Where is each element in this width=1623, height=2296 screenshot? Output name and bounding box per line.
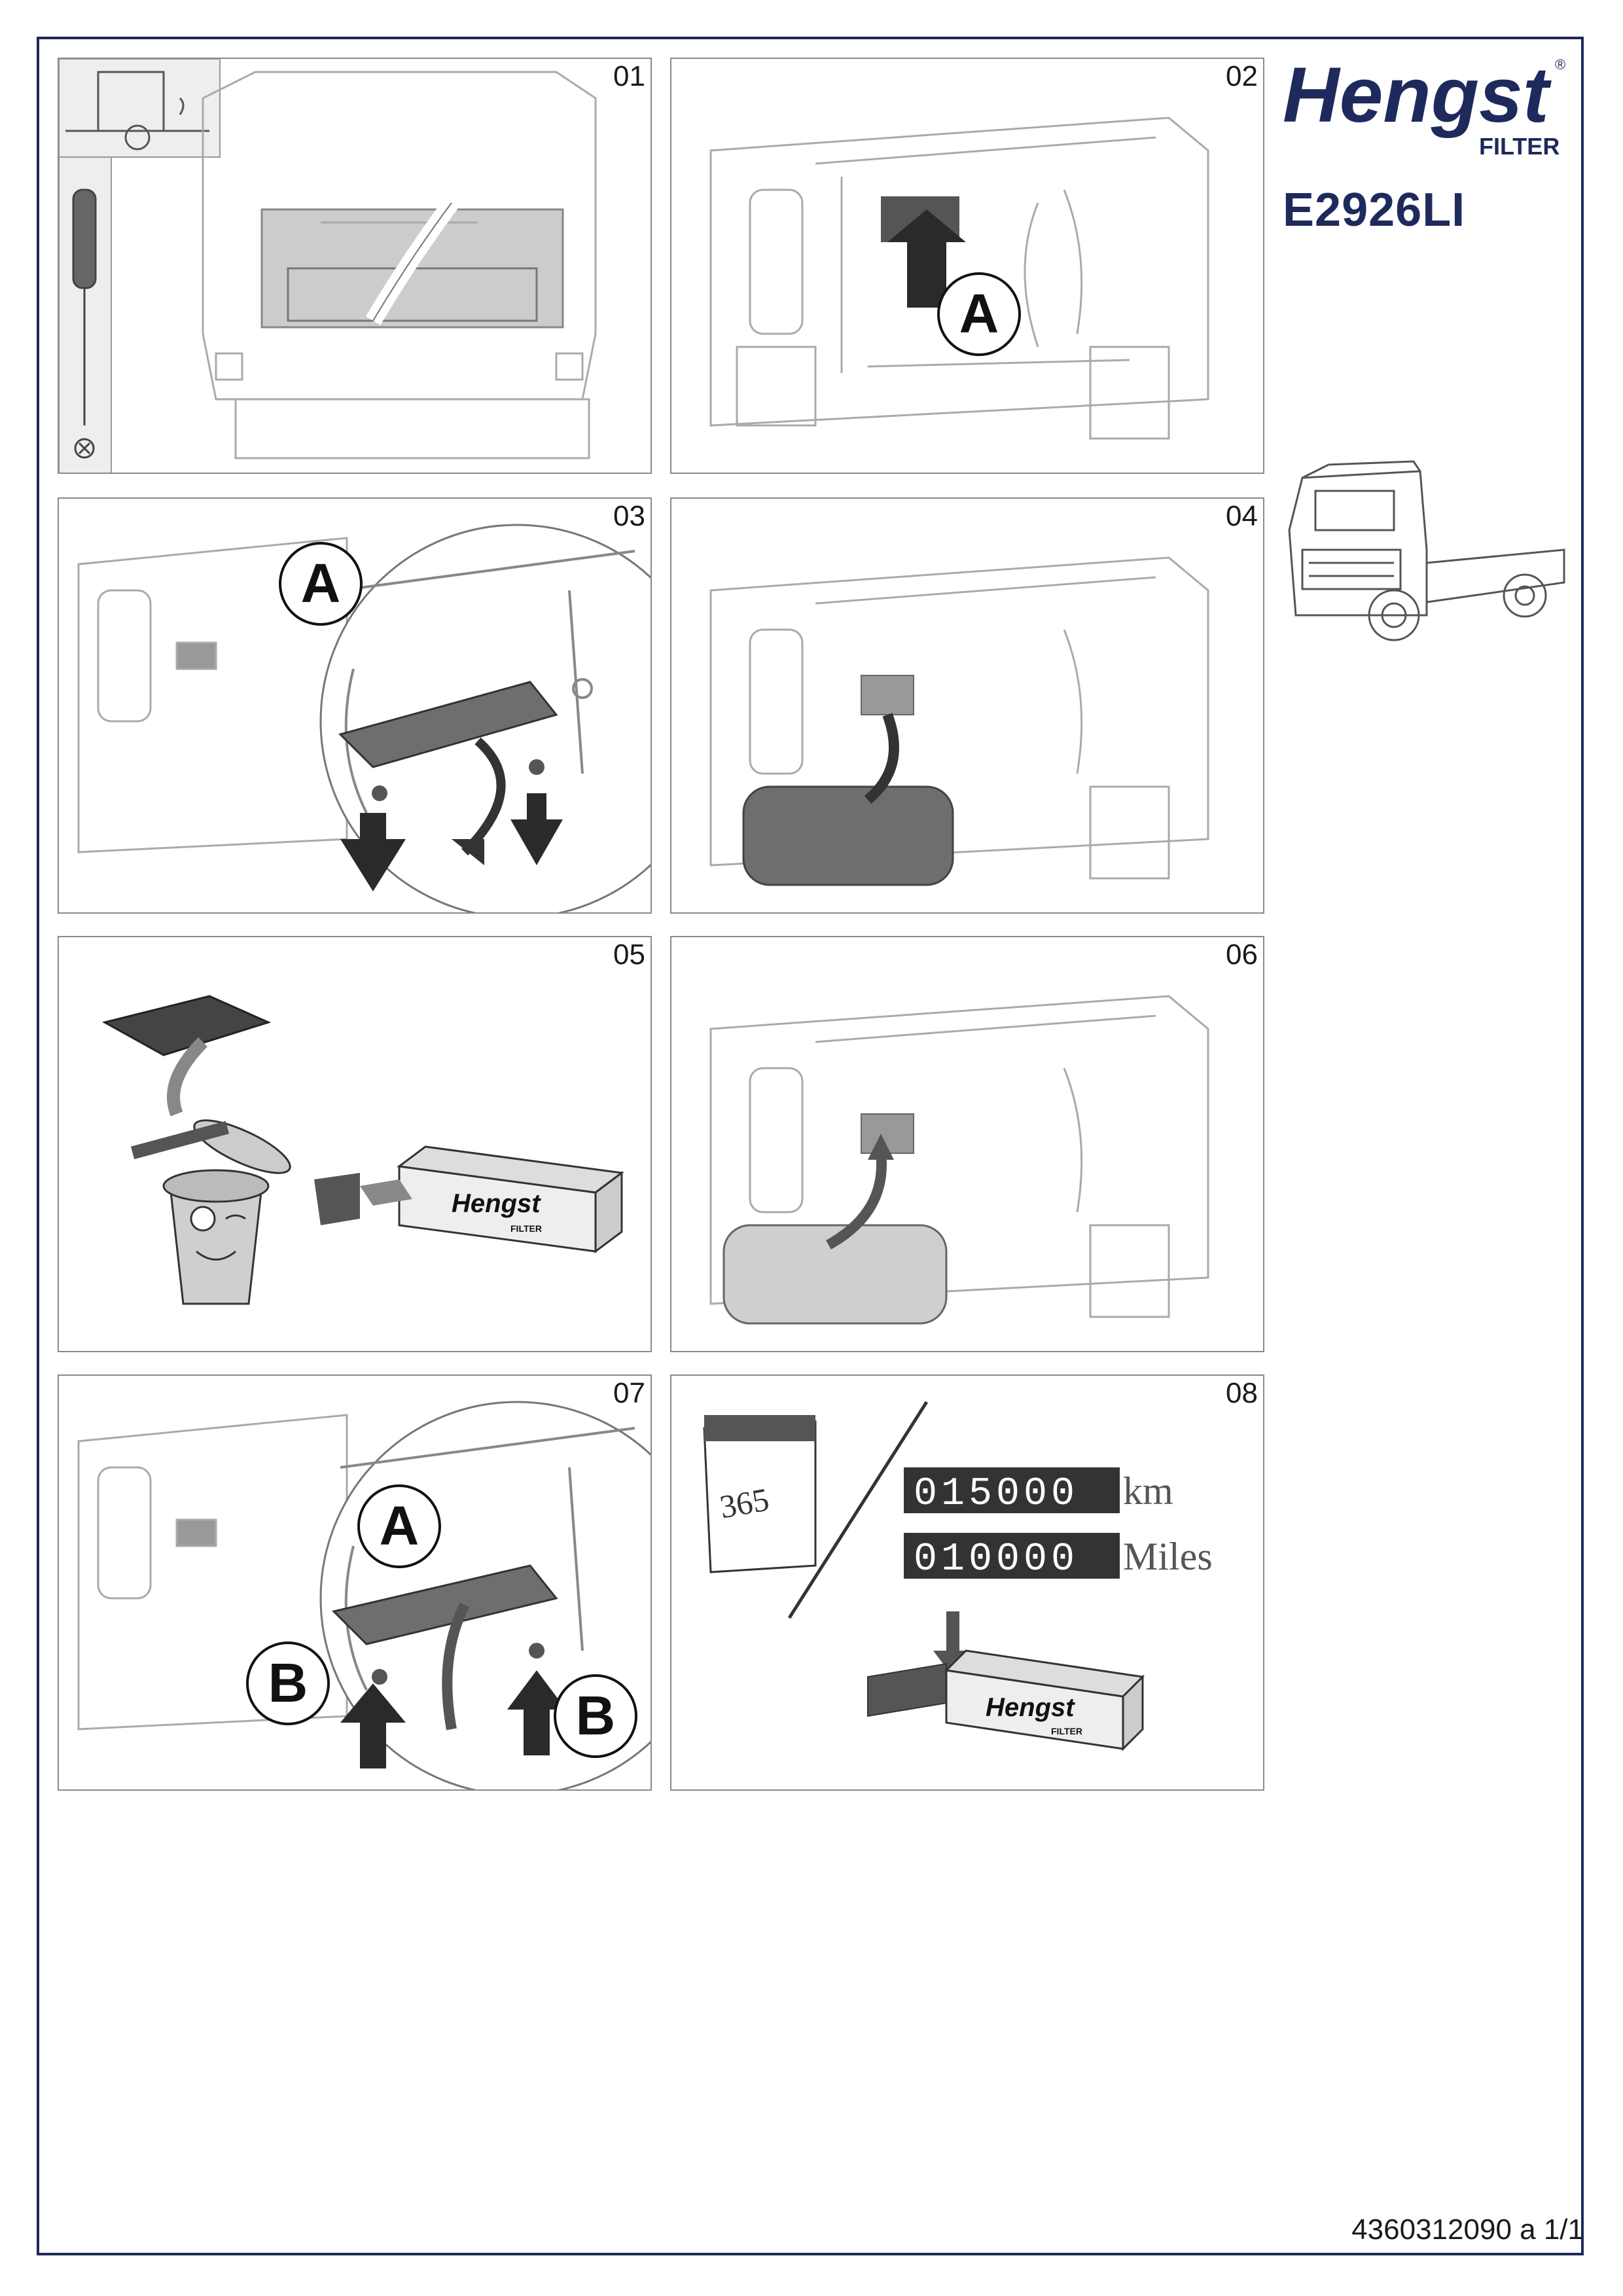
callout-a: A <box>300 552 341 614</box>
box-brand: Hengst <box>986 1693 1075 1722</box>
logo-wordmark: Hengst <box>1283 51 1549 139</box>
part-number: E2926LI <box>1283 184 1466 236</box>
step-number: 06 <box>1226 939 1258 971</box>
calendar-days: 365 <box>717 1480 772 1526</box>
svg-text:FILTER: FILTER <box>1051 1726 1082 1736</box>
step-08-panel <box>670 1374 1264 1791</box>
step-number: 05 <box>613 939 645 971</box>
step-number: 08 <box>1226 1377 1258 1409</box>
box-brand: Hengst <box>452 1189 541 1218</box>
step-04-panel <box>670 497 1264 914</box>
step-number: 03 <box>613 500 645 532</box>
svg-text:®: ® <box>1555 56 1566 73</box>
reference-truck-illustration <box>1276 452 1571 655</box>
unit-km: km <box>1123 1469 1173 1513</box>
step-01-panel <box>58 58 652 474</box>
callout-a: A <box>959 283 999 344</box>
hengst-logo <box>1283 50 1571 161</box>
step-07-panel <box>58 1374 652 1791</box>
cab-tilt-inset <box>59 59 220 157</box>
svg-text:015000: 015000 <box>914 1472 1079 1516</box>
callout-b: B <box>575 1685 616 1746</box>
svg-text:010000: 010000 <box>914 1537 1079 1582</box>
logo-subline: FILTER <box>1479 133 1560 160</box>
step-06-panel <box>670 936 1264 1352</box>
new-filter-box <box>868 1651 1143 1749</box>
unit-miles: Miles <box>1123 1535 1213 1578</box>
step-number: 02 <box>1226 60 1258 92</box>
tray <box>743 787 953 885</box>
callout-a: A <box>379 1495 419 1556</box>
svg-text:FILTER: FILTER <box>510 1223 542 1234</box>
odometer-miles <box>904 1533 1213 1582</box>
old-filter <box>105 996 268 1055</box>
calendar-icon <box>704 1415 815 1572</box>
step-02-panel <box>670 58 1264 474</box>
callout-b: B <box>268 1652 308 1713</box>
step-05-panel <box>58 936 652 1352</box>
step-number: 01 <box>613 60 645 92</box>
new-filter-box <box>399 1147 622 1251</box>
step-number: 07 <box>613 1377 645 1409</box>
arrow-down-icon <box>173 1042 203 1114</box>
odometer-km <box>904 1467 1173 1516</box>
step-03-panel <box>58 497 652 914</box>
document-number: 4360312090 a 1/1 <box>1351 2214 1584 2246</box>
step-number: 04 <box>1226 500 1258 532</box>
